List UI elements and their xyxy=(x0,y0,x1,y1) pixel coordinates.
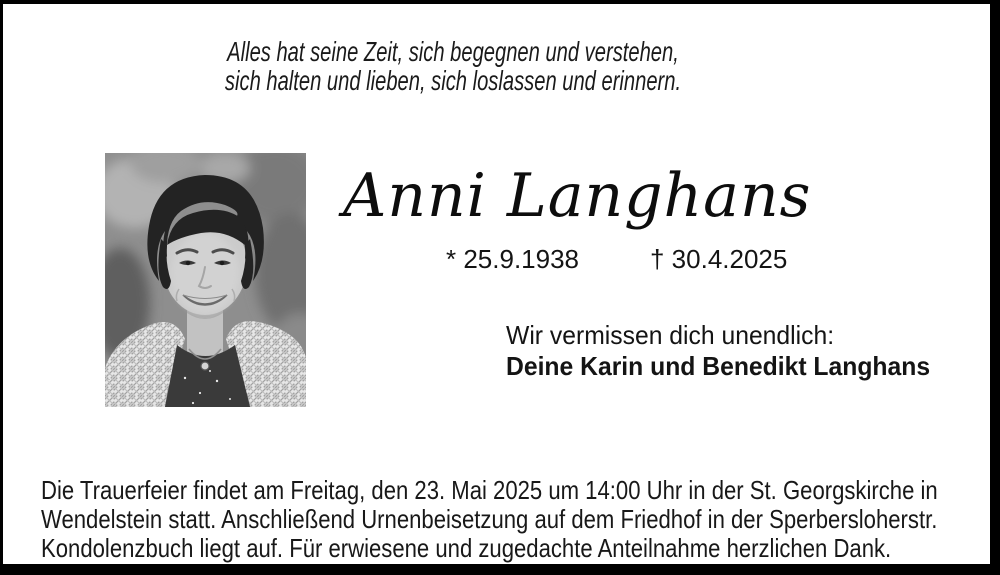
message-line-2: Deine Karin und Benedikt Langhans xyxy=(506,351,931,381)
death-date: † 30.4.2025 xyxy=(650,244,788,274)
opening-quote xyxy=(3,37,903,95)
birth-date: * 25.9.1938 xyxy=(446,244,580,274)
funeral-line-3: Kondolenzbuch liegt auf. Für erwiesene und zugedachte Anteilnahme herzlichen Dank. xyxy=(41,533,892,563)
message-line-1: Wir vermissen dich unendlich: xyxy=(506,320,835,350)
funeral-line-2: Wendelstein statt. Anschließend Urnenbeisetzung auf dem Friedhof in der Sperbersloherstr. xyxy=(41,504,938,534)
life-dates xyxy=(3,244,1000,274)
funeral-information xyxy=(41,476,1000,563)
funeral-line-1: Die Trauerfeier findet am Freitag, den 23. Mai 2025 um 14:00 Uhr in der St. Georgskirche in xyxy=(41,475,938,505)
quote-line-2: sich halten und lieben, sich loslassen und erinnern. xyxy=(224,65,682,96)
family-message xyxy=(506,320,952,382)
deceased-name: Anni Langhans xyxy=(343,161,812,231)
portrait-photo-art xyxy=(105,153,306,407)
quote-line-1: Alles hat seine Zeit, sich begegnen und verstehen, xyxy=(227,36,679,67)
portrait-photo xyxy=(105,153,306,407)
